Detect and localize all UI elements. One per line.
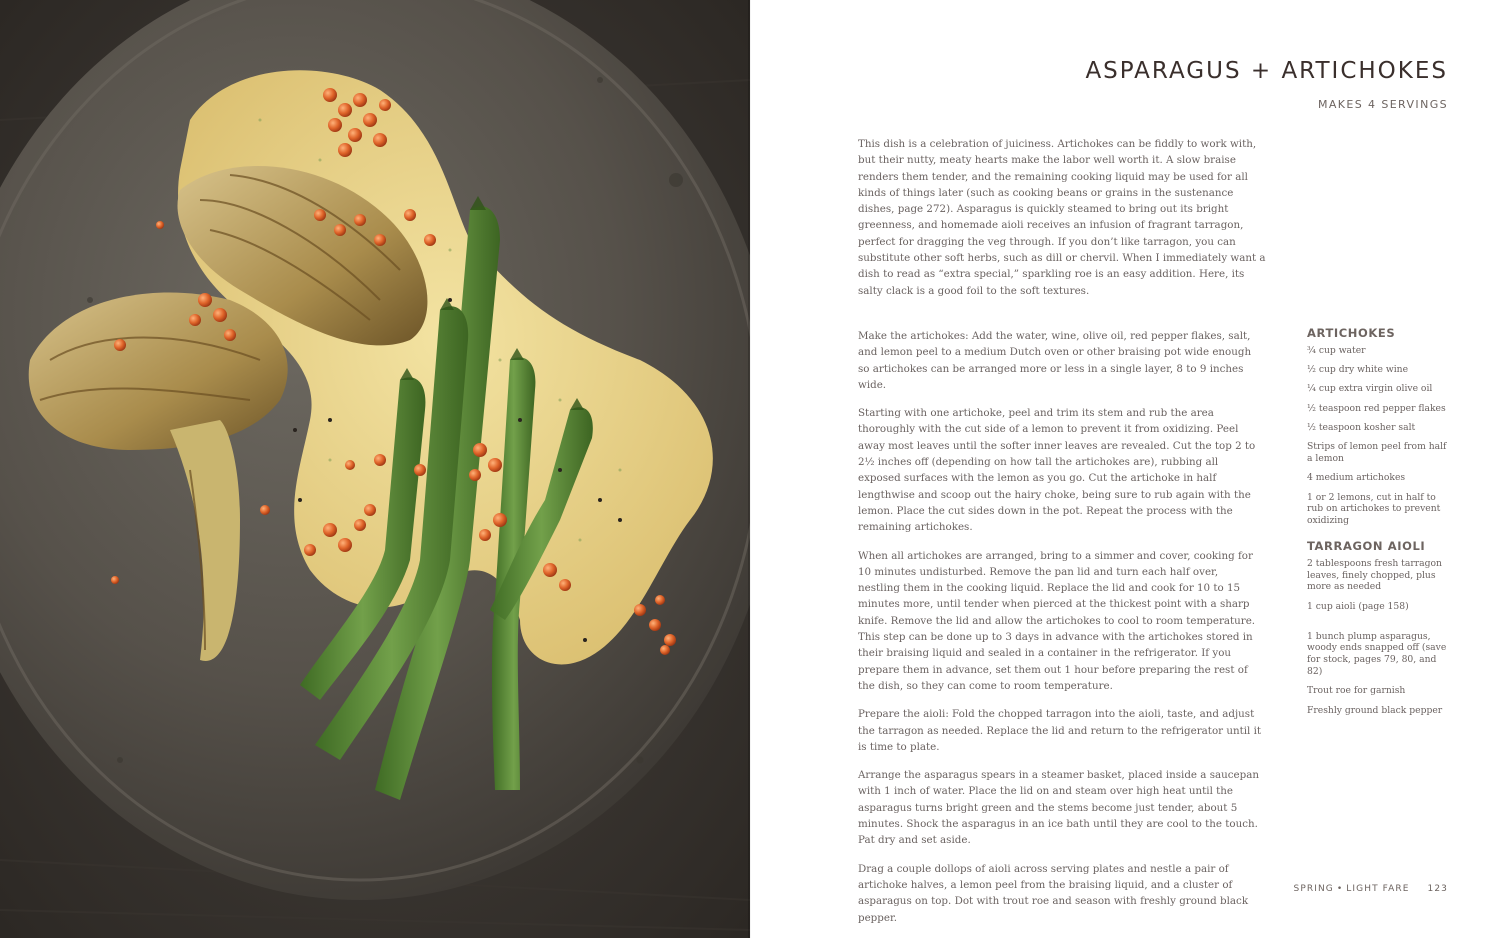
method-step: Drag a couple dollops of aioli across serving plates and nestle a pair of artichoke halves, a lemon peel from the braising liquid, and a cluster of asparagus on top. Dot with trout roe and season with freshly ground black pepper. [858,862,1249,924]
ingredient-item: 1 bunch plump asparagus, woody ends snapped off (save for stock, pages 79, 80, and 82) [1307,630,1447,677]
method-step: Starting with one artichoke, peel and trim its stem and rub the area thoroughly with the cut side of a lemon to prevent it from oxidizing. Peel away most leaves until the softer inner leaves are revealed. Cut the top 2 to 2½ inches off (depending on how tall the artichokes are), rubbing all exposed surfaces with the lemon as you go. Cut the artichoke in half lengthwise and scoop out the hairy choke, being sure to rub again with the lemon. Place the cut sides down in the pot. Repeat the process with the remaining artichokes. [858,407,1256,534]
ingredient-item: Freshly ground black pepper [1307,704,1443,716]
ingredient-item: ¾ cup water [1307,344,1366,356]
ingredient-item: Trout roe for garnish [1307,685,1406,697]
ingredient-item: 1 cup aioli (page 158) [1307,600,1409,612]
method-step: Make the artichokes: Add the water, wine, olive oil, red pepper flakes, salt, and lemon peel to a medium Dutch oven or other braising pot wide enough so artichokes can be arranged more or less in a single layer, 8 to 9 inches wide. [858,330,1252,391]
recipe-method [858,328,1263,938]
recipe-servings: MAKES 4 SERVINGS [1317,98,1448,111]
method-step: When all artichokes are arranged, bring to a simmer and cover, cooking for 10 minutes undisturbed. Remove the pan lid and turn each half over, nestling them in the cooking liquid. Replace the lid and cook for 10 to 15 minutes more, until tender when pierced at the thickest point with a sharp knife. Remove the lid and allow the artichokes to cool to room temperature. This step can be done up to 3 days in advance with the artichokes stored in their braising liquid and sealed in a container in the refrigerator. If you prepare them in advance, set them out 1 hour before preparing the rest of the dish, so they can come to room temperature. [858,549,1256,692]
other-ingredients [1307,631,1452,717]
ingredient-heading-aioli: TARRAGON AIOLI [1307,539,1426,554]
footer-season: SPRING [1293,884,1334,894]
page-number: 123 [1427,884,1448,894]
ingredient-heading-artichokes: ARTICHOKES [1307,326,1396,340]
footer-bullet: • [1336,884,1344,894]
aioli-ingredients [1307,558,1452,613]
ingredient-item: ¼ cup extra virgin olive oil [1307,383,1433,395]
recipe-intro: This dish is a celebration of juiciness. Artichokes can be fiddly to work with, but their nutty, meaty hearts make the labor well worth it. A slow braise renders them tender, and the remaining cooking liquid may be used for all kinds of things later (such as cooking beans or grains in the sustenance dishes, page 272). Asparagus is quickly steamed to bring out its bright greenness, and homemade aioli receives an infusion of fragrant tarragon, perfect for dragging the veg through. If you don’t like tarragon, you can substitute other soft herbs, such as dill or chervil. When I immediately want a dish to read as “extra special,” sparkling roe is an easy addition. Here, its salty clack is a good foil to the soft textures. [858,138,1266,297]
page-gutter [748,0,751,938]
recipe-title: ASPARAGUS + ARTICHOKES [1085,58,1448,84]
method-step: Arrange the asparagus spears in a steamer basket, placed inside a saucepan with 1 inch of water. Place the lid on and steam over high heat until the asparagus turns bright green and the stems become just tender, about 5 minutes. Shock the asparagus in an ice bath until they are cool to the touch. Pat dry and set aside. [858,769,1259,847]
footer-section: LIGHT FARE [1346,884,1410,894]
ingredient-item: 4 medium artichokes [1307,472,1406,484]
ingredient-item: ½ teaspoon red pepper flakes [1307,402,1446,414]
ingredient-item: 1 or 2 lemons, cut in half to rub on artichokes to prevent oxidizing [1307,491,1441,527]
ingredient-item: Strips of lemon peel from half a lemon [1307,441,1447,465]
ingredient-item: ½ teaspoon kosher salt [1307,421,1416,433]
ingredient-item: 2 tablespoons fresh tarragon leaves, finely chopped, plus more as needed [1307,557,1442,593]
artichoke-ingredients [1307,345,1452,527]
page-footer [1294,884,1448,894]
ingredient-item: ½ cup dry white wine [1307,364,1408,376]
method-step: Prepare the aioli: Fold the chopped tarragon into the aioli, taste, and adjust the tarragon as needed. Replace the lid and return to the refrigerator until it is time to plate. [858,708,1262,753]
ingredient-list [1307,328,1452,724]
